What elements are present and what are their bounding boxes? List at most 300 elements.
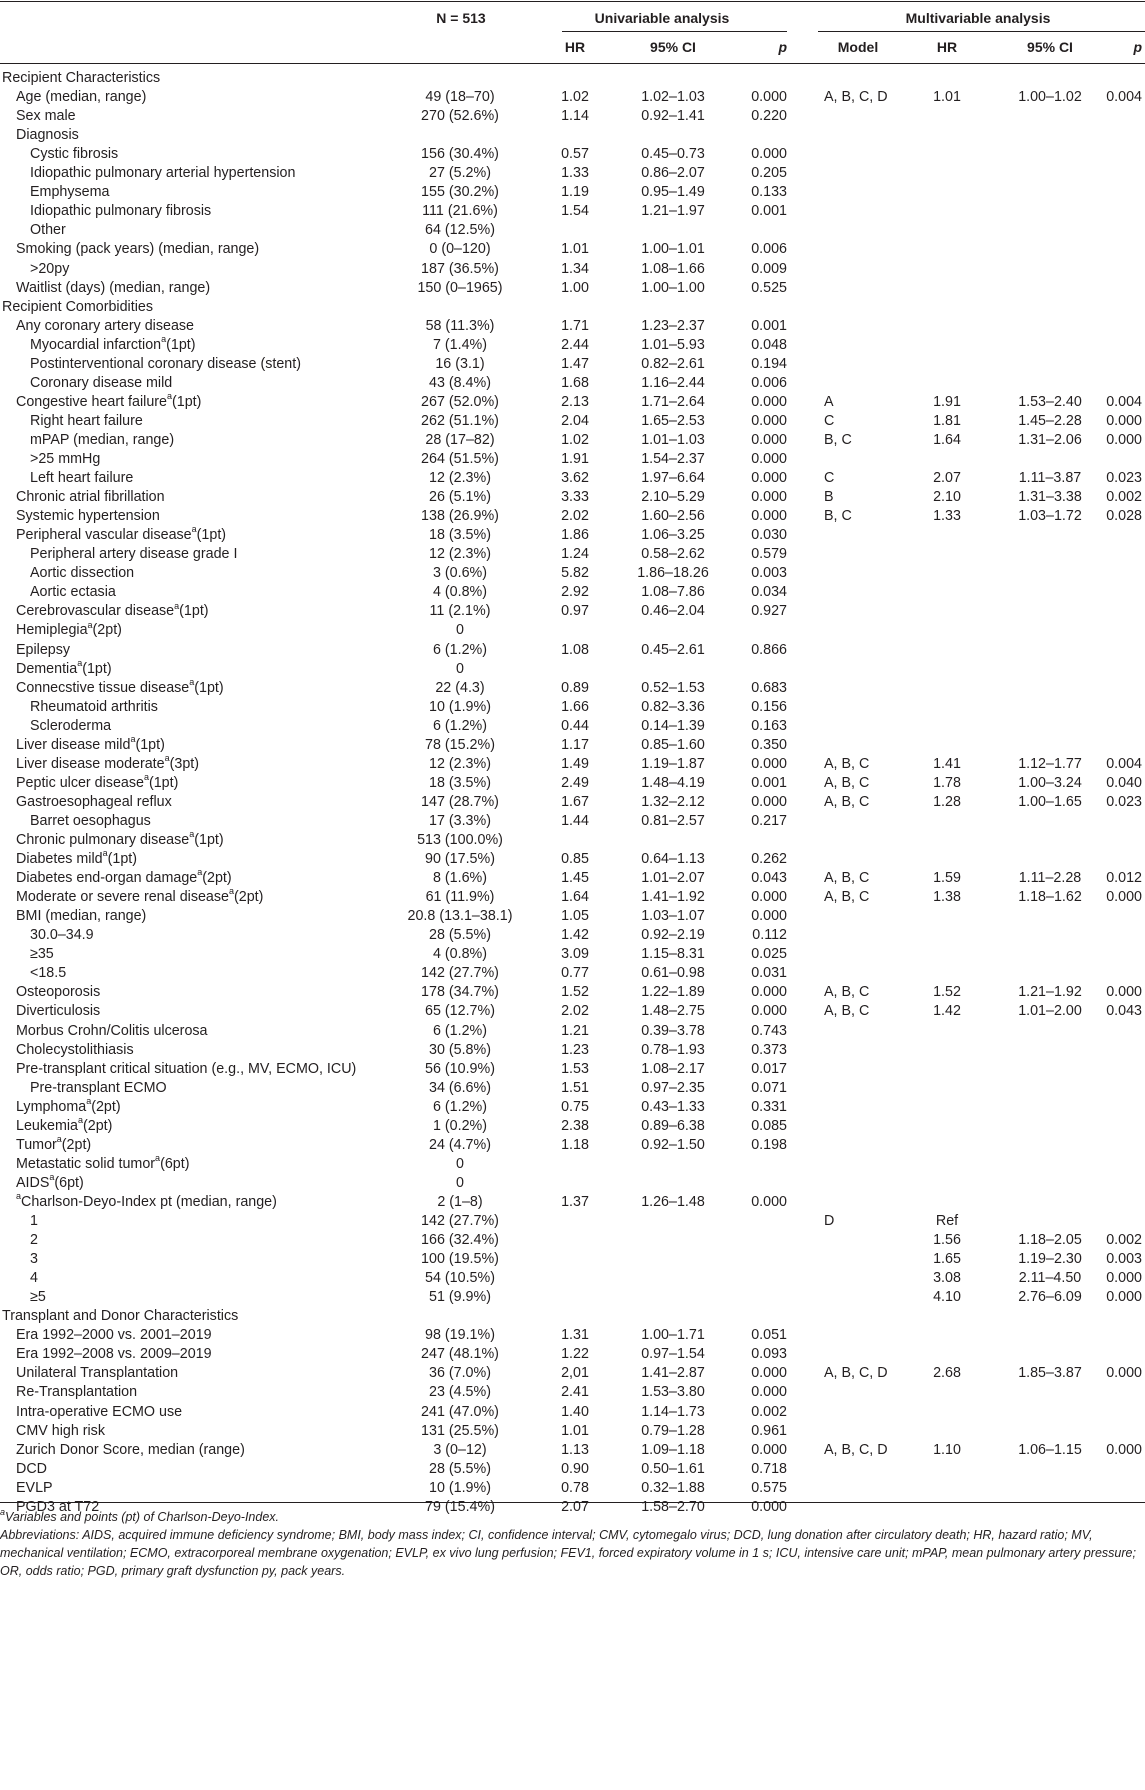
hr2-cell: 2.07	[933, 470, 961, 487]
ci-cell: 1.16–2.44	[641, 374, 705, 391]
p-cell: 0.262	[751, 851, 787, 868]
n-cell: 10 (1.9%)	[429, 698, 491, 715]
hr-cell: 1.42	[561, 927, 589, 944]
row-label-text: EVLP	[16, 1479, 53, 1496]
p2-cell: 0.000	[1106, 412, 1142, 429]
n-cell: 513 (100.0%)	[417, 832, 503, 848]
hr-cell: 1.44	[561, 812, 589, 829]
n-cell: 12 (2.3%)	[429, 470, 491, 487]
header-ci: 95% CI	[650, 39, 696, 55]
ci-cell: 0.82–2.61	[641, 355, 705, 372]
n-cell: 64 (12.5%)	[425, 222, 495, 239]
hr-cell: 2.92	[561, 584, 589, 601]
p2-cell: 0.023	[1106, 793, 1142, 810]
n-cell: 6 (1.2%)	[432, 1022, 488, 1039]
ci-cell: 0.95–1.49	[641, 184, 705, 201]
row-label-text: Aortic ectasia	[30, 584, 116, 601]
p-cell: 0.000	[751, 89, 787, 106]
row-label-text: Re-Transplantation	[16, 1384, 138, 1401]
hr2-cell: 1.10	[933, 1441, 961, 1458]
ci-cell: 1.15–8.31	[641, 946, 705, 963]
p-cell: 0.001	[751, 317, 787, 334]
points-suffix: (2pt)	[234, 889, 264, 906]
n-cell: 111 (21.6%)	[422, 203, 498, 220]
p-cell: 0.000	[751, 431, 787, 448]
p-cell: 0.001	[751, 774, 787, 791]
superscript-marker: a	[167, 391, 173, 402]
hr-cell: 5.82	[561, 565, 589, 582]
p2-cell: 0.000	[1106, 889, 1142, 906]
ci2-cell: 1.00–1.02	[1018, 89, 1082, 106]
ci-cell: 0.97–2.35	[641, 1079, 705, 1096]
n-cell: 12 (2.3%)	[429, 546, 491, 563]
hr-cell: 0.90	[561, 1460, 589, 1477]
superscript-marker: a	[77, 657, 83, 668]
n-cell: 100 (19.5%)	[421, 1251, 499, 1268]
superscript-marker: a	[174, 600, 180, 611]
row-label-text: Smoking (pack years) (median, range)	[16, 241, 260, 258]
header-p2: p	[1133, 39, 1142, 55]
n-cell: 11 (2.1%)	[429, 603, 491, 620]
hr-cell: 0.97	[561, 603, 589, 620]
p2-cell: 0.002	[1106, 1232, 1142, 1249]
hr2-cell: 1.59	[933, 870, 961, 887]
row-label-text: Pre-transplant ECMO	[30, 1079, 167, 1096]
row-label-text: Peripheral vascular disease	[16, 527, 192, 544]
hr-cell: 1.54	[561, 203, 589, 220]
row-label-text: Peptic ulcer disease	[16, 774, 144, 791]
n-cell: 18 (3.5%)	[429, 774, 491, 791]
row-label-text: >20py	[30, 260, 70, 277]
p-cell: 0.025	[751, 946, 787, 963]
row-label-text: Leukemia	[16, 1117, 78, 1134]
points-suffix: (6pt)	[54, 1174, 84, 1191]
p2-cell: 0.040	[1106, 774, 1142, 791]
p-cell: 0.000	[751, 489, 787, 506]
n-cell: 27 (5.2%)	[429, 165, 491, 182]
row-label-text: Moderate or severe renal disease	[16, 889, 229, 906]
hr2-cell: 1.78	[933, 774, 961, 791]
hr-cell: 1.53	[561, 1060, 589, 1077]
row-label-text: 30.0–34.9	[30, 927, 94, 944]
ci-cell: 1.21–1.97	[641, 203, 705, 220]
n-cell: 28 (5.5%)	[429, 1460, 491, 1477]
superscript-marker: a	[191, 524, 197, 535]
hr-cell: 1.17	[561, 736, 589, 753]
superscript-marker: a	[143, 772, 149, 783]
row-label-text: DCD	[16, 1460, 47, 1477]
p-cell: 0.000	[751, 1193, 787, 1210]
n-cell: 49 (18–70)	[425, 89, 495, 106]
n-cell: 10 (1.9%)	[429, 1479, 491, 1496]
hr2-cell: 4.10	[933, 1289, 961, 1306]
ci-cell: 0.14–1.39	[641, 717, 705, 734]
ci-cell: 0.82–3.36	[641, 698, 705, 715]
row-label-text: Tumor	[16, 1136, 57, 1153]
univariable-rule	[562, 31, 787, 32]
hr-cell: 1.49	[561, 755, 589, 772]
n-cell: 147 (28.7%)	[421, 793, 499, 810]
ci-cell: 1.01–1.03	[641, 431, 705, 448]
hr-cell: 1.71	[561, 317, 589, 334]
n-cell: 79 (15.4%)	[425, 1498, 495, 1515]
ci-cell: 0.86–2.07	[641, 165, 705, 182]
hr2-cell: 1.91	[933, 393, 961, 410]
ci-cell: 0.45–0.73	[641, 146, 705, 163]
p-cell: 0.373	[751, 1041, 787, 1058]
hr2-cell: 1.42	[933, 1003, 961, 1020]
p-cell: 0.217	[751, 812, 787, 829]
p-cell: 0.575	[751, 1479, 787, 1496]
p-cell: 0.034	[751, 584, 787, 601]
n-cell: 0	[456, 622, 464, 639]
superscript-marker: a	[87, 619, 93, 630]
row-label-text: Pre-transplant critical situation (e.g., MV, ECMO, ICU)	[16, 1060, 357, 1077]
n-cell: 43 (8.4%)	[429, 374, 491, 391]
points-suffix: (2pt)	[91, 1098, 121, 1115]
row-label-text: Aortic dissection	[30, 565, 135, 582]
p-cell: 0.000	[751, 393, 787, 410]
row-label-text: Myocardial infarction	[30, 336, 162, 353]
hr-cell: 1.23	[561, 1041, 589, 1058]
n-cell: 131 (25.5%)	[421, 1422, 499, 1439]
superscript-marker: a	[161, 333, 167, 344]
ci-cell: 1.58–2.70	[641, 1498, 705, 1515]
p-cell: 0.000	[751, 755, 787, 772]
ci2-cell: 1.00–1.65	[1018, 793, 1082, 810]
n-cell: 24 (4.7%)	[429, 1136, 491, 1153]
n-cell: 142 (27.7%)	[421, 1213, 499, 1229]
points-suffix: (1pt)	[194, 679, 224, 696]
n-cell: 187 (36.5%)	[421, 260, 499, 277]
hr-cell: 3.09	[561, 946, 589, 963]
ci2-cell: 1.53–2.40	[1018, 393, 1082, 410]
header-hr2: HR	[936, 39, 958, 55]
n-cell: 270 (52.6%)	[421, 108, 499, 125]
n-cell: 156 (30.4%)	[421, 146, 499, 163]
p-cell: 0.927	[751, 603, 787, 620]
row-label-text: Peripheral artery disease grade I	[30, 546, 238, 563]
n-cell: 54 (10.5%)	[425, 1270, 495, 1287]
p-cell: 0.331	[751, 1098, 787, 1115]
row-label-text: Era 1992–2008 vs. 2009–2019	[16, 1346, 212, 1363]
n-cell: 20.8 (13.1–38.1)	[407, 908, 513, 925]
n-cell: 28 (17–82)	[425, 431, 495, 448]
ci-cell: 1.32–2.12	[641, 793, 705, 810]
model-cell: A, B, C	[824, 774, 870, 791]
hr2-cell: 2.68	[933, 1365, 961, 1382]
row-label-text: Coronary disease mild	[30, 374, 173, 391]
ci-cell: 0.92–2.19	[641, 927, 705, 944]
model-cell: D	[824, 1213, 835, 1229]
p-cell: 0.000	[751, 984, 787, 1001]
hr-cell: 1.91	[561, 451, 589, 467]
hr-cell: 1.02	[561, 89, 589, 106]
row-label-text: Recipient Characteristics	[2, 70, 161, 86]
n-cell: 6 (1.2%)	[432, 641, 488, 658]
hr-cell: 1.02	[561, 431, 589, 448]
ci-cell: 1.41–1.92	[641, 889, 705, 906]
p2-cell: 0.000	[1106, 1270, 1142, 1287]
n-cell: 23 (4.5%)	[429, 1384, 491, 1401]
hr-cell: 1.21	[561, 1022, 589, 1039]
row-label-text: Zurich Donor Score, median (range)	[16, 1441, 245, 1458]
hr-cell: 1.52	[561, 984, 589, 1001]
p2-cell: 0.004	[1106, 393, 1142, 410]
p-cell: 0.961	[751, 1422, 787, 1439]
points-suffix: (1pt)	[148, 774, 179, 791]
model-cell: A, B, C, D	[824, 1365, 888, 1382]
hr-cell: 1.14	[561, 108, 589, 125]
hr2-cell: 1.65	[933, 1251, 961, 1268]
ci-cell: 0.89–6.38	[641, 1117, 705, 1134]
hr-cell: 0.89	[561, 679, 589, 696]
row-label-text: 2	[30, 1232, 38, 1249]
hr2-cell: 1.64	[933, 431, 961, 448]
footnote-text: Variables and points (pt) of Charlson-Deyo-Index.	[5, 1510, 279, 1524]
row-label-text: Left heart failure	[30, 470, 134, 487]
hr-cell: 1.24	[561, 546, 589, 563]
p-cell: 0.220	[751, 108, 787, 125]
p2-cell: 0.000	[1106, 1365, 1142, 1382]
ci-cell: 0.43–1.33	[641, 1098, 705, 1115]
row-label-text: Emphysema	[30, 184, 110, 201]
hr-cell: 2.44	[561, 336, 589, 353]
row-label-text: 1	[30, 1213, 38, 1229]
row-label-text: ≥5	[30, 1289, 46, 1306]
abbreviations: Abbreviations: AIDS, acquired immune deficiency syndrome; BMI, body mass index; CI, confidence interval; CMV, cytomegalo virus; DCD, lung donation after circulatory death; HR, hazard ratio; MV, mechanical ventilation; ECMO, extracorporeal membrane oxygenation; EVLP, ex vivo lung perfusion; FEV1, forced expiratory volume in 1 s; ICU, intensive care unit; mPAP, mean pulmonary artery pressure; OR, odds ratio; PGD, primary graft dysfunction py, pack years.	[0, 1528, 1136, 1578]
superscript-marker: a	[49, 1172, 55, 1183]
n-cell: 58 (11.3%)	[425, 317, 495, 334]
p-cell: 0.051	[751, 1327, 787, 1344]
hr-cell: 1.68	[561, 374, 589, 391]
n-cell: 8 (1.6%)	[432, 870, 488, 887]
points-suffix: (1pt)	[196, 527, 227, 544]
ci-cell: 1.14–1.73	[641, 1403, 705, 1420]
hr-cell: 0.78	[561, 1479, 589, 1496]
model-cell: A, B, C	[824, 1003, 870, 1020]
model-cell: A, B, C	[824, 984, 870, 1001]
n-cell: 98 (19.1%)	[425, 1327, 495, 1344]
n-cell: 78 (15.2%)	[425, 736, 495, 753]
ci2-cell: 1.18–1.62	[1018, 889, 1082, 906]
bottom-rule	[0, 1502, 1145, 1503]
n-cell: 241 (47.0%)	[421, 1403, 499, 1420]
header-hr: HR	[564, 39, 586, 55]
n-cell: 150 (0–1965)	[417, 279, 503, 296]
n-cell: 155 (30.2%)	[421, 184, 499, 201]
n-cell: 0 (0–120)	[429, 241, 491, 258]
n-cell: 56 (10.9%)	[425, 1060, 495, 1077]
n-cell: 26 (5.1%)	[429, 489, 491, 506]
superscript-marker: a	[78, 1114, 84, 1125]
ci2-cell: 1.12–1.77	[1018, 755, 1082, 772]
n-cell: 4 (0.8%)	[432, 584, 488, 601]
points-suffix: (1pt)	[107, 851, 138, 868]
footnote-marker: a	[0, 1506, 6, 1517]
n-cell: 138 (26.9%)	[421, 508, 499, 525]
row-label-text: >25 mmHg	[30, 451, 101, 467]
p-cell: 0.866	[751, 641, 787, 658]
row-label-text: Transplant and Donor Characteristics	[2, 1308, 239, 1325]
superscript-marker: a	[189, 676, 195, 687]
model-cell: B, C	[824, 431, 852, 448]
hr2-cell: 1.01	[933, 89, 961, 106]
model-cell: A, B, C, D	[824, 89, 888, 106]
p-cell: 0.000	[751, 146, 787, 163]
model-cell: A, B, C	[824, 870, 870, 887]
ci-cell: 0.52–1.53	[641, 679, 705, 696]
hr-cell: 1.05	[561, 908, 589, 925]
hr-cell: 1.00	[561, 279, 589, 296]
p-cell: 0.031	[751, 965, 787, 982]
p2-cell: 0.023	[1106, 470, 1142, 487]
ci-cell: 0.78–1.93	[641, 1041, 705, 1058]
header-multivariable: Multivariable analysis	[905, 10, 1051, 26]
row-label-text: Liver disease moderate	[16, 755, 165, 772]
p-cell: 0.002	[751, 1403, 787, 1420]
superscript-marker: a	[86, 1095, 92, 1106]
ci-cell: 1.19–1.87	[641, 755, 705, 772]
p-cell: 0.093	[751, 1346, 787, 1363]
p2-cell: 0.003	[1106, 1251, 1142, 1268]
ci-cell: 1.86–18.26	[637, 565, 709, 582]
p-cell: 0.001	[751, 203, 787, 220]
ci-cell: 1.54–2.37	[641, 451, 705, 467]
superscript-marker: a	[197, 867, 203, 878]
row-label-text: Osteoporosis	[16, 984, 101, 1001]
p-cell: 0.000	[751, 470, 787, 487]
p-cell: 0.009	[751, 260, 787, 277]
ci2-cell: 1.21–1.92	[1018, 984, 1082, 1001]
ci-cell: 1.41–2.87	[641, 1365, 705, 1382]
n-cell: 264 (51.5%)	[421, 451, 499, 467]
hr-cell: 1.19	[561, 184, 589, 201]
points-suffix: (1pt)	[166, 336, 196, 353]
hr-cell: 2.38	[561, 1117, 589, 1134]
superscript-marker: a	[164, 753, 170, 764]
row-label-text: AIDS	[16, 1174, 50, 1191]
row-label-text: Chronic pulmonary disease	[16, 832, 190, 848]
points-suffix: (2pt)	[202, 870, 232, 887]
ci2-cell: 1.03–1.72	[1018, 508, 1082, 525]
ci-cell: 0.46–2.04	[641, 603, 705, 620]
ci2-cell: 2.76–6.09	[1018, 1289, 1082, 1306]
p-cell: 0.579	[751, 546, 787, 563]
row-label-text: Any coronary artery disease	[16, 317, 194, 334]
hr-cell: 1.37	[561, 1193, 589, 1210]
hr2-cell: 1.28	[933, 793, 961, 810]
ci-cell: 0.32–1.88	[641, 1479, 705, 1496]
ci-cell: 1.22–1.89	[641, 984, 705, 1001]
row-label-text: Charlson-Deyo-Index pt (median, range)	[21, 1193, 277, 1210]
row-label-text: Morbus Crohn/Colitis ulcerosa	[16, 1022, 208, 1039]
row-label-text: Idiopathic pulmonary arterial hypertension	[30, 165, 296, 182]
p-cell: 0.743	[751, 1022, 787, 1039]
ci2-cell: 1.01–2.00	[1018, 1003, 1082, 1020]
ci2-cell: 1.45–2.28	[1018, 412, 1082, 429]
p-cell: 0.000	[751, 1003, 787, 1020]
model-cell: B	[824, 489, 834, 506]
model-cell: C	[824, 412, 835, 429]
superscript-marker: a	[56, 1134, 62, 1145]
hr-cell: 2,01	[561, 1365, 589, 1382]
ci-cell: 1.02–1.03	[641, 89, 705, 106]
p-cell: 0.525	[751, 279, 787, 296]
row-label-text: Connecstive tissue disease	[16, 679, 190, 696]
model-cell: C	[824, 470, 835, 487]
row-label-text: CMV high risk	[16, 1422, 105, 1439]
row-label-text: PGD3 at T72	[16, 1498, 100, 1515]
p-cell: 0.350	[751, 736, 787, 753]
model-cell: A, B, C, D	[824, 1441, 888, 1458]
points-suffix: (1pt)	[179, 603, 209, 620]
n-cell: 16 (3.1)	[435, 355, 485, 372]
ci-cell: 0.64–1.13	[641, 851, 705, 868]
ci2-cell: 1.11–2.28	[1018, 870, 1082, 887]
row-label-text: Scleroderma	[30, 717, 112, 734]
row-label-text: BMI (median, range)	[16, 908, 147, 925]
n-cell: 4 (0.8%)	[432, 946, 488, 963]
ci-cell: 0.85–1.60	[641, 736, 705, 753]
row-label-text: Waitlist (days) (median, range)	[16, 279, 211, 296]
row-label-text: Diagnosis	[16, 127, 79, 144]
p-cell: 0.163	[751, 717, 787, 734]
hr-cell: 1.22	[561, 1346, 589, 1363]
n-cell: 30 (5.8%)	[429, 1041, 491, 1058]
superscript-marker: a	[102, 848, 108, 859]
header-n: N = 513	[436, 10, 486, 26]
p2-cell: 0.004	[1106, 89, 1142, 106]
ci2-cell: 1.06–1.15	[1018, 1441, 1082, 1458]
n-cell: 262 (51.1%)	[421, 412, 499, 429]
ci-cell: 1.00–1.01	[641, 241, 705, 258]
hr-cell: 1.01	[561, 241, 589, 258]
n-cell: 0	[456, 660, 464, 677]
multivariable-rule	[818, 31, 1145, 32]
ci2-cell: 2.11–4.50	[1018, 1270, 1082, 1287]
row-label-text: ≥35	[30, 946, 54, 963]
row-label-text: Barret oesophagus	[30, 812, 151, 829]
p-cell: 0.003	[751, 565, 787, 582]
model-cell: A	[824, 393, 834, 410]
ci-cell: 1.06–3.25	[641, 527, 705, 544]
ci-cell: 0.50–1.61	[641, 1460, 705, 1477]
hr-cell: 0.77	[561, 965, 589, 982]
ci2-cell: 1.19–2.30	[1018, 1251, 1082, 1268]
n-cell: 166 (32.4%)	[421, 1232, 499, 1249]
p-cell: 0.000	[751, 889, 787, 906]
hr-cell: 1.47	[561, 355, 589, 372]
hr-cell: 3.33	[561, 489, 589, 506]
hr2-cell: 1.38	[933, 889, 961, 906]
row-label-text: Lymphoma	[16, 1098, 87, 1115]
n-cell: 17 (3.3%)	[429, 812, 491, 829]
p-cell: 0.156	[751, 698, 787, 715]
row-label-text: Gastroesophageal reflux	[16, 793, 172, 810]
row-label-text: Epilepsy	[16, 641, 71, 658]
p-cell: 0.030	[751, 527, 787, 544]
p2-cell: 0.043	[1106, 1003, 1142, 1020]
points-suffix: (2pt)	[61, 1136, 92, 1153]
n-cell: 267 (52.0%)	[421, 393, 499, 410]
ci-cell: 0.81–2.57	[641, 812, 705, 829]
p-cell: 0.205	[751, 165, 787, 182]
ci2-cell: 1.18–2.05	[1018, 1232, 1082, 1249]
p-cell: 0.000	[751, 1384, 787, 1401]
hr-cell: 3.62	[561, 470, 589, 487]
row-label-text: Right heart failure	[30, 412, 143, 429]
